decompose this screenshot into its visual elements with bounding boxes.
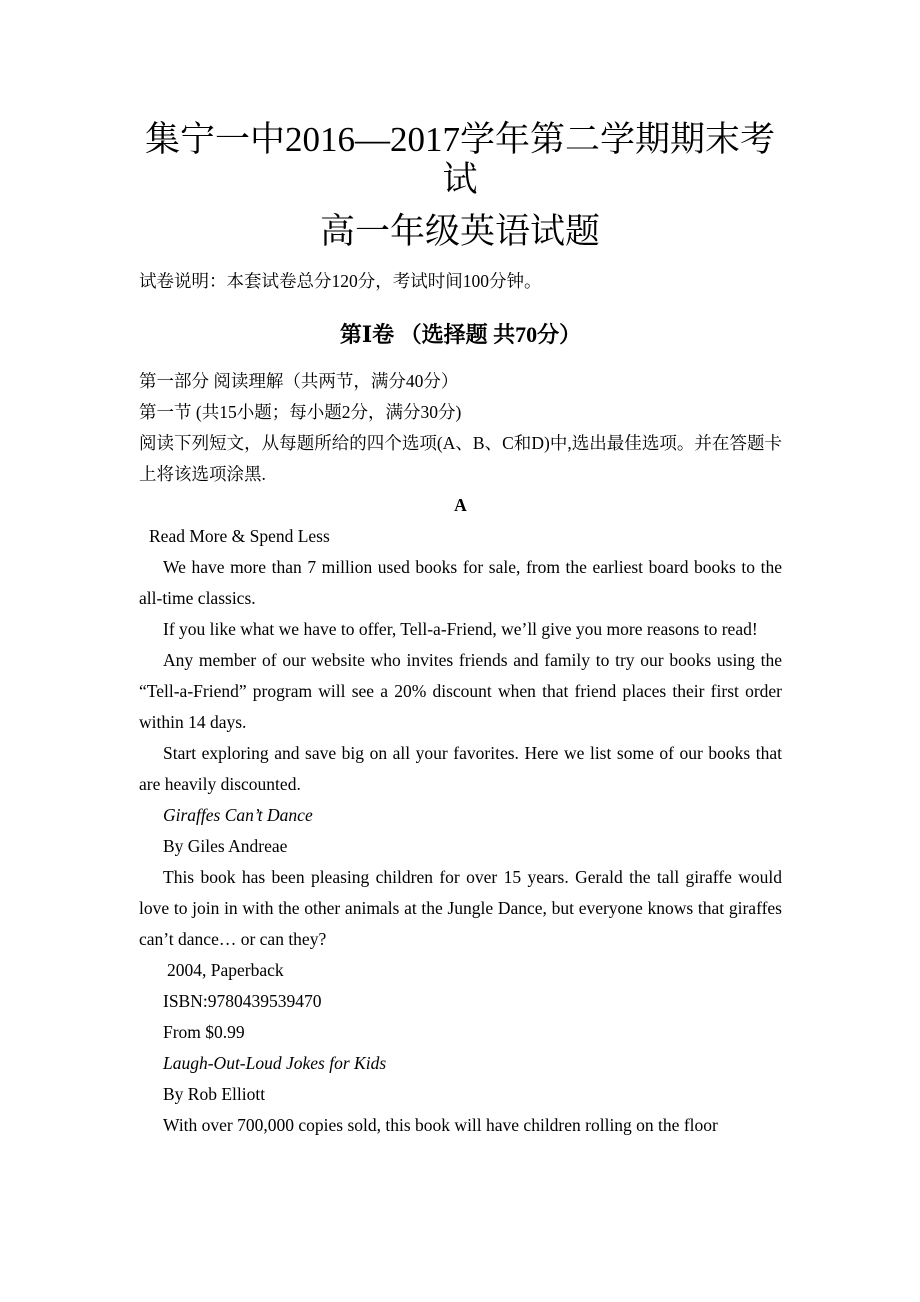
book-title: Giraffes Can’t Dance: [163, 805, 313, 825]
book-author: By Giles Andreae: [163, 836, 288, 856]
passage-heading: Read More & Spend Less: [149, 526, 330, 546]
subsection-heading: 第一节 (共15小题；每小题2分，满分30分): [139, 402, 462, 422]
exam-subtitle: 高一年级英语试题: [319, 212, 600, 251]
part-heading: 第一部分 阅读理解（共两节，满分40分）: [139, 371, 459, 391]
paragraph: If you like what we have to offer, Tell-a-Friend, we’ll give you more reasons to read!: [163, 619, 758, 639]
book-edition: 2004, Paperback: [167, 960, 284, 980]
instructions: 阅读下列短文，从每题所给的四个选项(A、B、C和D)中,选出最佳选项。并在答题卡上将该选项涂黑.: [139, 433, 782, 484]
book-description: With over 700,000 copies sold, this book will have children rolling on the floor: [163, 1115, 718, 1135]
section-heading: 第Ⅰ卷 （选择题 共70分）: [339, 322, 582, 347]
passage-label: A: [454, 495, 467, 515]
book-isbn: ISBN:9780439539470: [163, 991, 322, 1011]
paragraph: We have more than 7 million used books for sale, from the earliest board books to the all-time classics.: [139, 557, 782, 608]
book-description: This book has been pleasing children for over 15 years. Gerald the tall giraffe would love to join in with the other animals at the Jungle Dance, but everyone knows that giraffes can’t dance… or can they?: [139, 867, 782, 949]
exam-title: 集宁一中2016—2017学年第二学期期末考试: [144, 120, 775, 199]
exam-note: 试卷说明：本套试卷总分120分，考试时间100分钟。: [139, 271, 542, 291]
paragraph: Any member of our website who invites friends and family to try our books using the “Tell-a-Friend” program will see a 20% discount when that friend places their first order within 14 days.: [139, 650, 782, 732]
document-body: [139, 266, 782, 1141]
book-author: By Rob Elliott: [163, 1084, 266, 1104]
paragraph: Start exploring and save big on all your favorites. Here we list some of our books that are heavily discounted.: [139, 743, 782, 794]
book-price: From $0.99: [163, 1022, 245, 1042]
book-title: Laugh-Out-Loud Jokes for Kids: [163, 1053, 387, 1073]
